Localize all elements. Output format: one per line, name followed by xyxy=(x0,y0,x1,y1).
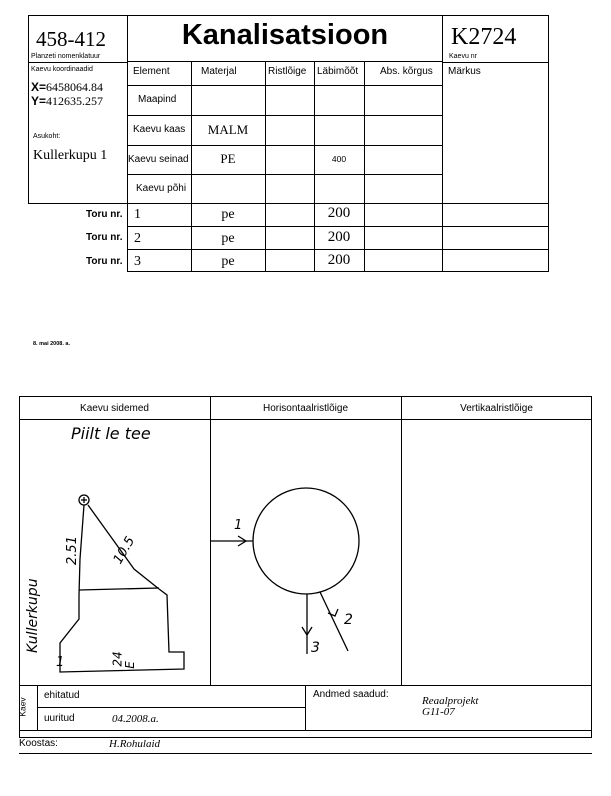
section-ties: Kaevu sidemed xyxy=(80,403,149,414)
table-row-material: PE xyxy=(220,151,236,166)
data-source-label: Andmed saadud: xyxy=(313,689,389,700)
date-note: 8. mai 2008. a. xyxy=(33,341,70,347)
surveyed-date: 04.2008.a. xyxy=(112,713,159,725)
author-value: H.Rohulaid xyxy=(109,738,161,750)
coords-label: Kaevu koordinaadid xyxy=(31,66,93,73)
distance-b-label: 10.5 xyxy=(110,534,139,567)
street-left-label: Kullerkupu xyxy=(25,578,41,653)
side-number: 24 xyxy=(110,651,125,667)
distance-a-label: 2.51 xyxy=(64,536,80,565)
side-letter: E xyxy=(122,661,137,669)
horizontal-section-sketch xyxy=(210,419,401,685)
surveyed-label: uuritud xyxy=(44,713,75,724)
side-label: Kaev xyxy=(17,697,28,717)
coord-y: Y=412635.257 xyxy=(31,94,104,108)
col-header-elevation: Abs. kõrgus xyxy=(380,66,433,77)
pipe-label: Toru nr. xyxy=(86,232,123,243)
pipe-diameter: 200 xyxy=(327,229,351,245)
plan-number: 458-412 xyxy=(36,27,106,51)
col-header-cross-section: Ristlõige xyxy=(268,66,307,77)
pipe-label: Toru nr. xyxy=(86,209,123,220)
page-title: Kanalisatsioon xyxy=(181,19,389,51)
col-header-diameter: Läbimõõt xyxy=(317,66,359,77)
pipe-3-label: 3 xyxy=(311,640,320,656)
table-row-element: Maapind xyxy=(138,94,177,105)
tie-line-base xyxy=(79,588,159,590)
pipe-2-label: 2 xyxy=(344,612,353,628)
pipe-material: pe xyxy=(221,254,235,269)
pipe-1-label: 1 xyxy=(234,518,243,533)
address-label: Asukoht: xyxy=(33,133,61,140)
well-caption: Kaevu nr xyxy=(449,53,478,60)
table-row-element: Kaevu kaas xyxy=(133,124,186,135)
address-value: Kullerkupu 1 xyxy=(33,148,108,163)
section-horizontal: Horisontaalristlõige xyxy=(262,403,349,414)
pipe-number: 3 xyxy=(134,254,141,269)
col-header-material: Materjal xyxy=(201,66,237,77)
pipe-number: 1 xyxy=(134,207,141,222)
well-number: K2724 xyxy=(451,24,517,50)
pipe-diameter: 200 xyxy=(327,205,351,221)
data-source-value-2: G11-07 xyxy=(422,706,455,718)
street-top-label: Piilt le tee xyxy=(71,424,151,443)
well-circle xyxy=(253,488,359,594)
author-label: Koostas: xyxy=(19,738,58,749)
table-row-material: MALM xyxy=(207,122,249,137)
built-label: ehitatud xyxy=(44,690,80,701)
col-header-element: Element xyxy=(133,66,170,77)
pipe-material: pe xyxy=(221,231,235,246)
table-row-diameter: 400 xyxy=(331,154,347,164)
pipe-diameter: 200 xyxy=(327,252,351,268)
section-vertical: Vertikaalristlõige xyxy=(460,403,533,414)
pipe-label: Toru nr. xyxy=(86,256,123,267)
table-row-element: Kaevu põhi xyxy=(136,183,187,194)
pipe-number: 2 xyxy=(134,231,141,246)
data-source-value-1: Reaalprojekt xyxy=(422,695,479,707)
table-row-element: Kaevu seinad xyxy=(128,154,189,165)
coord-x: X=6458064.84 xyxy=(31,80,104,94)
remarks-label: Märkus xyxy=(448,66,481,77)
corner-number: 1 xyxy=(56,655,65,670)
pipe-material: pe xyxy=(221,207,235,222)
plan-caption: Planzeti nomenklatuur xyxy=(31,53,101,60)
